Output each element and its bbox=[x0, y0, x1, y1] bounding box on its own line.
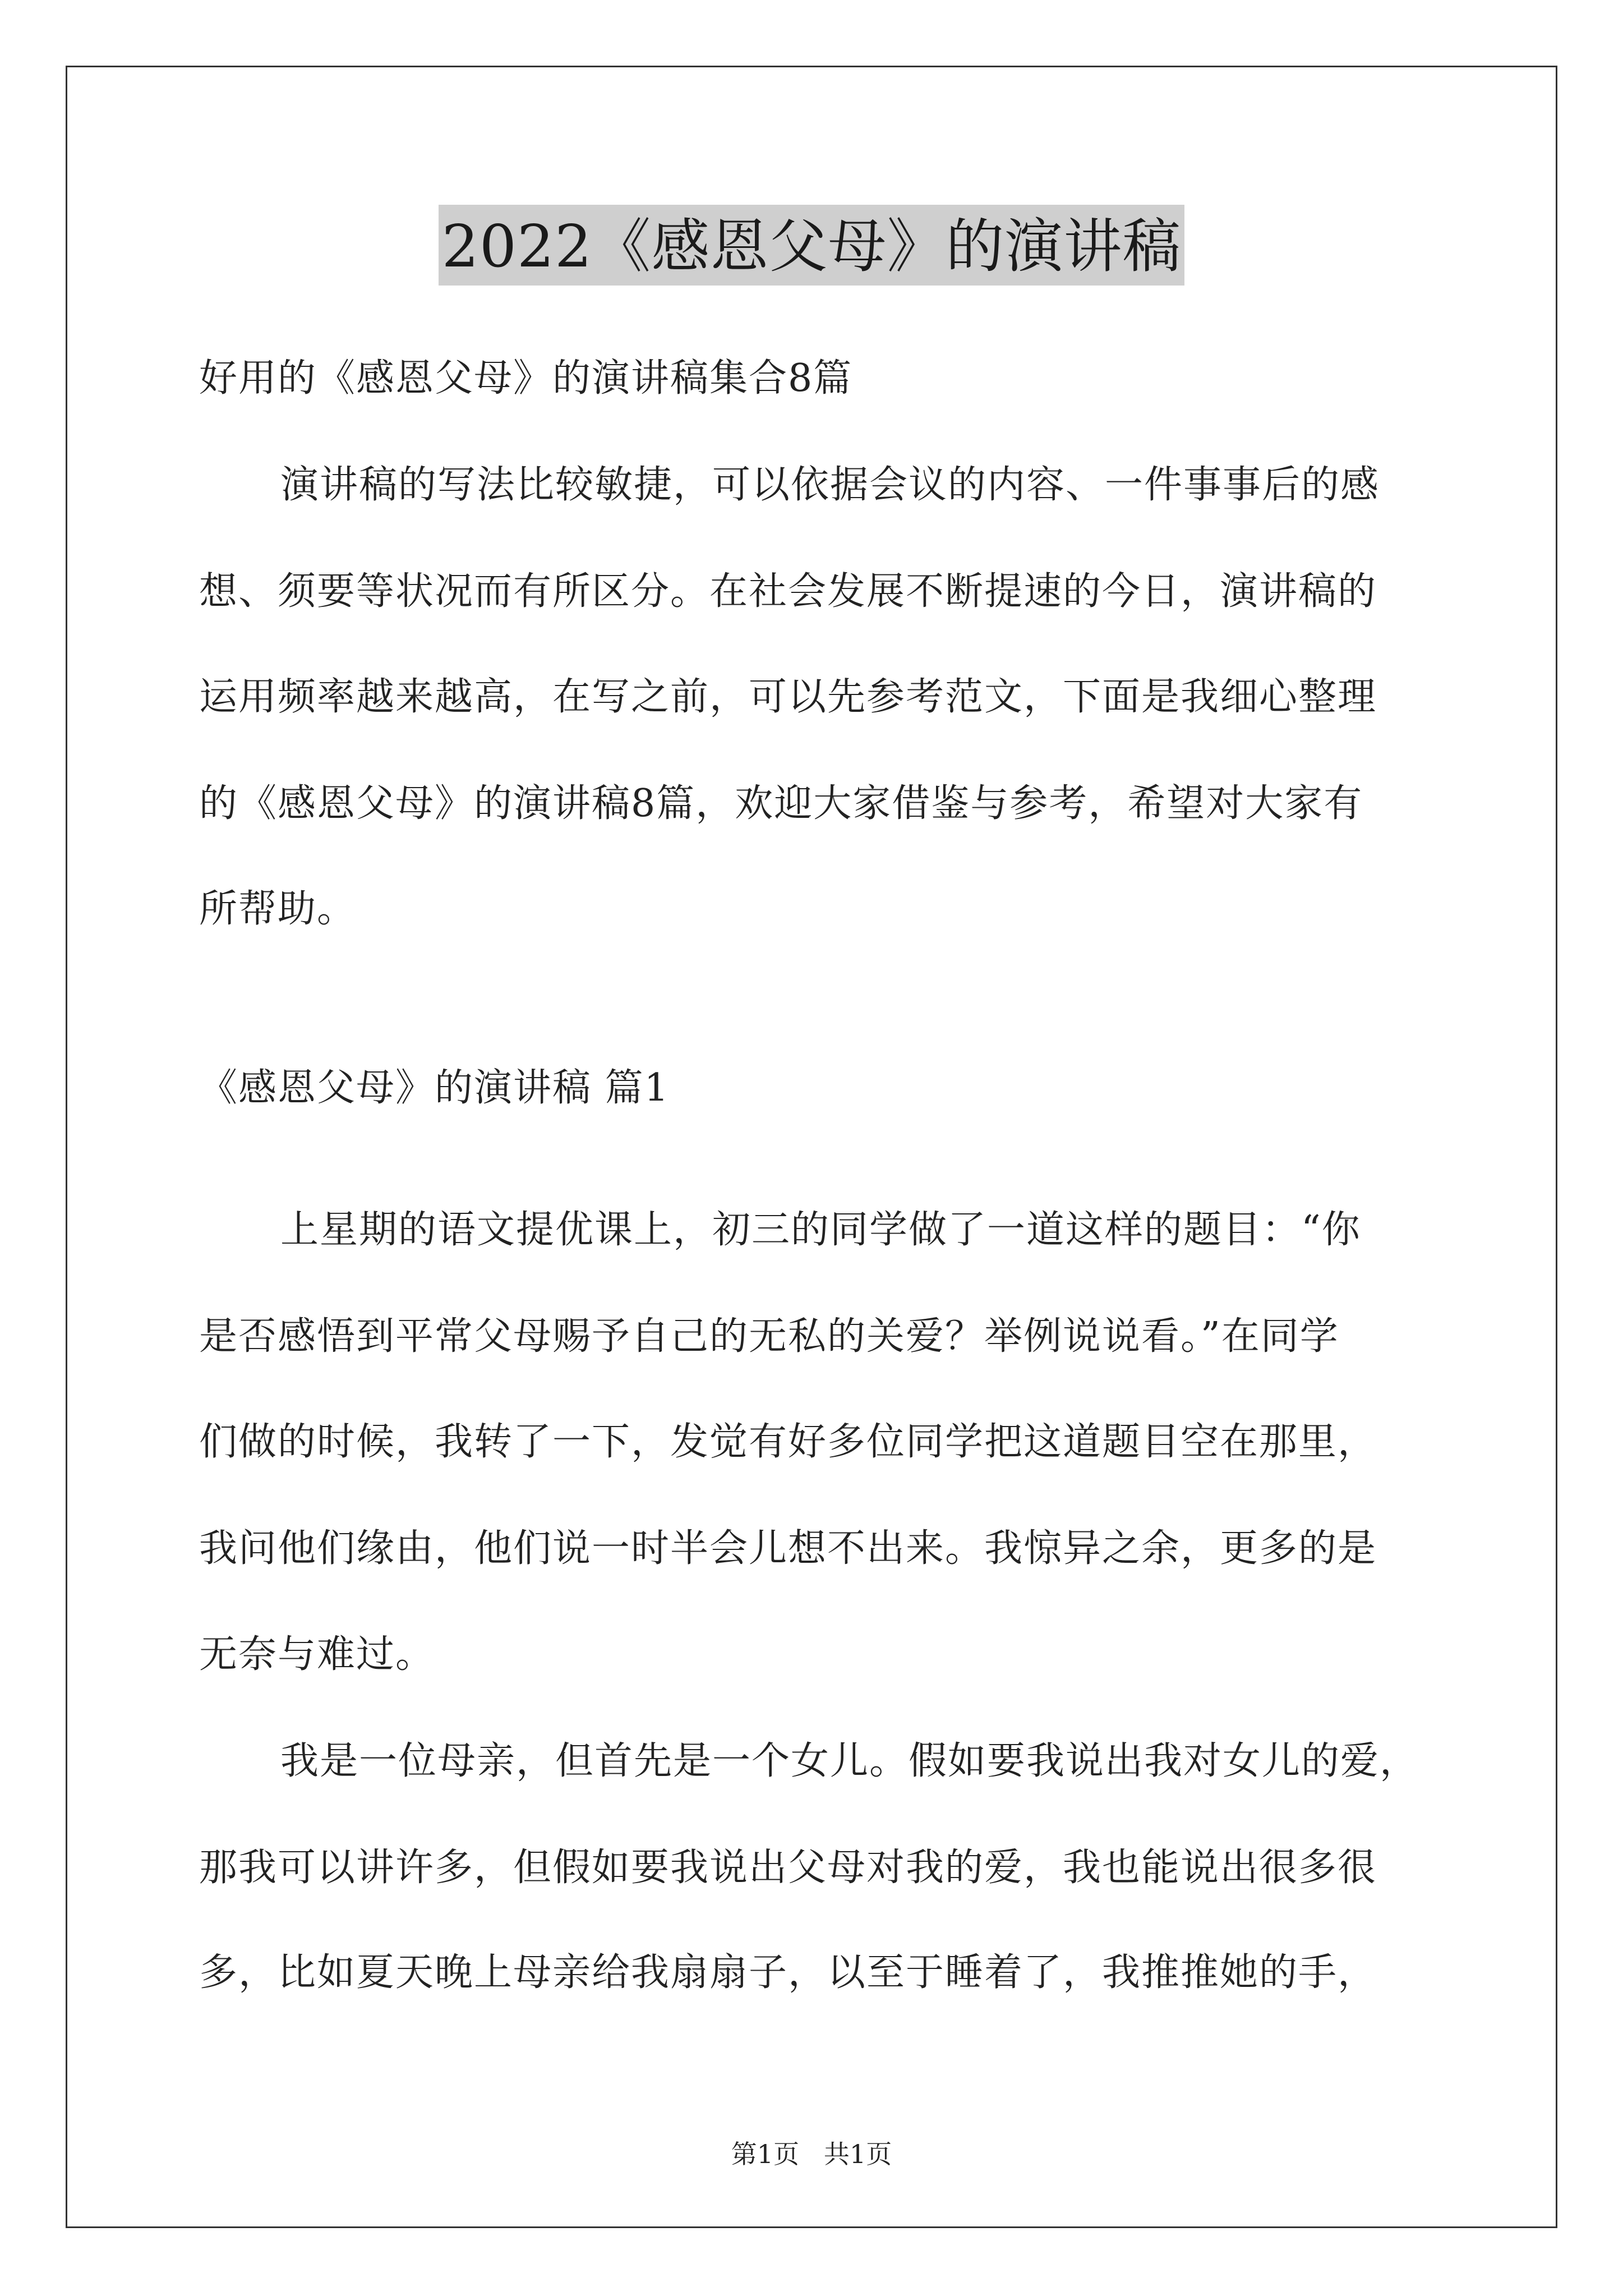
intro-line-4: 的《感恩父母》的演讲稿8篇，欢迎大家借鉴与参考，希望对大家有 bbox=[199, 781, 1363, 826]
intro-line-2: 想、须要等状况而有所区分。在社会发展不断提速的今日，演讲稿的 bbox=[199, 569, 1377, 614]
document-subtitle: 好用的《感恩父母》的演讲稿集合8篇 bbox=[199, 356, 853, 401]
page-footer: 第1页 共1页 bbox=[731, 2139, 892, 2169]
intro-line-5: 所帮助。 bbox=[199, 887, 357, 931]
paragraph1-line-2: 是否感悟到平常父母赐予自己的无私的关爱？举例说说看。”在同学 bbox=[199, 1314, 1339, 1359]
paragraph1-line-4: 我问他们缘由，他们说一时半会儿想不出来。我惊异之余，更多的是 bbox=[199, 1526, 1377, 1571]
paragraph2-line-2: 那我可以讲许多，但假如要我说出父母对我的爱，我也能说出很多很 bbox=[199, 1846, 1377, 1890]
paragraph1-line-5: 无奈与难过。 bbox=[199, 1632, 435, 1677]
intro-line-3: 运用频率越来越高，在写之前，可以先参考范文，下面是我细心整理 bbox=[199, 675, 1377, 719]
section-heading: 《感恩父母》的演讲稿 篇1 bbox=[199, 1066, 670, 1110]
paragraph1-line-1: 上星期的语文提优课上，初三的同学做了一道这样的题目：“你 bbox=[280, 1208, 1361, 1252]
paragraph1-line-3: 们做的时候，我转了一下，发觉有好多位同学把这道题目空在那里， bbox=[199, 1420, 1377, 1464]
title-container bbox=[0, 205, 1623, 286]
paragraph2-line-1: 我是一位母亲，但首先是一个女儿。假如要我说出我对女儿的爱， bbox=[280, 1739, 1419, 1783]
paragraph2-line-3: 多，比如夏天晚上母亲给我扇扇子，以至于睡着了，我推推她的手， bbox=[199, 1950, 1377, 1995]
intro-line-1: 演讲稿的写法比较敏捷，可以依据会议的内容、一件事事后的感 bbox=[280, 463, 1380, 507]
document-title: 2022《感恩父母》的演讲稿 bbox=[439, 205, 1185, 286]
